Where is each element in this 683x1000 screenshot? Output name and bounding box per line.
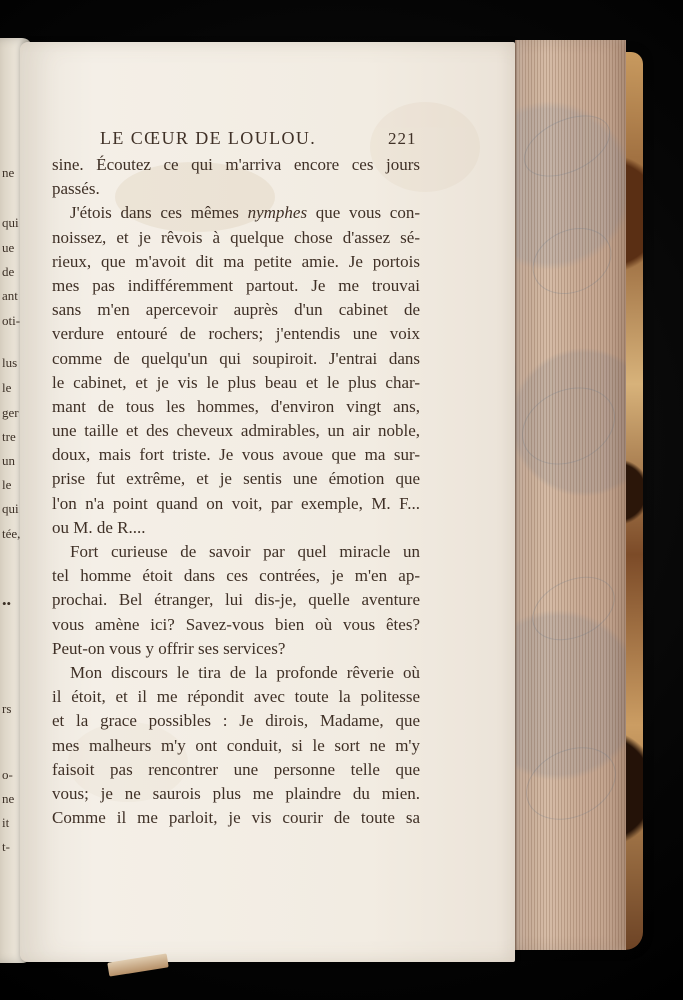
text-line: noissez, et je rêvois à quelque chose d'assez sé- bbox=[52, 227, 420, 247]
left-fragment: tre bbox=[2, 429, 16, 444]
text-line: passés. bbox=[52, 179, 100, 199]
text-line: mant de tous les hommes, d'environ vingt ans, bbox=[52, 396, 420, 416]
left-fragment: ant bbox=[2, 288, 18, 303]
text-line: l'on n'a point quand on voit, par exemple, M. F... bbox=[52, 493, 420, 513]
left-fragment: lus bbox=[2, 355, 18, 370]
text-line: et la grace possibles : Je dirois, Madame, que bbox=[52, 711, 420, 731]
marbling-line bbox=[509, 373, 627, 479]
left-fragment: tée, bbox=[2, 526, 21, 541]
left-fragment: oti- bbox=[2, 313, 21, 328]
text-line: Mon discours le tira de la profonde rêverie où bbox=[70, 662, 420, 682]
left-fragment: ne bbox=[2, 791, 15, 806]
text-line: ou M. de R.... bbox=[52, 517, 146, 537]
marbling-line bbox=[522, 564, 625, 652]
marbling-line bbox=[514, 103, 619, 189]
left-fragment: ger bbox=[2, 405, 19, 420]
left-fragment: t- bbox=[2, 839, 10, 854]
text-line: vous amène ici? Savez-vous bien où vous êtes? bbox=[52, 614, 420, 634]
text-line: tel homme étoit dans ces contrées, je m'en ap- bbox=[52, 566, 420, 586]
left-fragment: ne bbox=[2, 165, 15, 180]
text-line: il étoit, et il me répondit avec toute la politesse bbox=[52, 687, 420, 707]
text-line: une taille et des cheveux admirables, un air noble, bbox=[52, 421, 420, 441]
text-line: Comme il me parloit, je vis courir de toute sa bbox=[52, 808, 420, 828]
text-line: prochai. Bel étranger, lui dis-je, quelle aventure bbox=[52, 590, 420, 610]
text-line: verdure entouré de rochers; j'entendis une voix bbox=[52, 324, 420, 344]
text-line: faisoit pas rencontrer une personne telle que bbox=[52, 759, 420, 779]
page-edge bbox=[515, 40, 626, 950]
running-header: LE CŒUR DE LOULOU. bbox=[100, 128, 317, 148]
text-line: sans m'en apercevoir auprès d'un cabinet de bbox=[52, 300, 420, 320]
left-fragment: ue bbox=[2, 240, 15, 255]
text-line: Fort curieuse de savoir par quel miracle un bbox=[70, 542, 420, 561]
left-fragment: qui bbox=[2, 501, 19, 516]
marbling-line bbox=[522, 216, 623, 307]
text-line: doux, mais fort triste. Je vous avoue que ma sur- bbox=[52, 445, 420, 465]
left-fragment: qui bbox=[2, 215, 19, 230]
text-line bbox=[52, 201, 420, 225]
text-line: mes pas indifféremment partout. Je me trouvai bbox=[52, 275, 420, 295]
italic-word: nymphes bbox=[247, 203, 308, 223]
book-page-221 bbox=[20, 42, 515, 962]
left-fragment: rs bbox=[2, 701, 12, 716]
book-text-block bbox=[52, 153, 420, 830]
left-fragment: un bbox=[2, 453, 15, 468]
left-fragment: •• bbox=[2, 596, 12, 611]
text-segment: J'étois dans ces mêmes bbox=[70, 203, 248, 223]
text-segment: que vous con- bbox=[307, 203, 420, 223]
left-fragment: le bbox=[2, 477, 12, 492]
text-line: prise fut extrême, et je sentis une émotion que bbox=[52, 469, 420, 489]
text-line: sine. Écoutez ce qui m'arriva encore ces jours bbox=[52, 155, 420, 174]
text-line: le cabinet, et je vis le plus beau et le plus char- bbox=[52, 372, 420, 392]
text-line: rieux, que m'avoit dit ma petite amie. Je portois bbox=[52, 251, 420, 271]
left-fragment: o- bbox=[2, 767, 13, 782]
left-fragment: de bbox=[2, 264, 15, 279]
page-number: 221 bbox=[388, 129, 417, 148]
text-line: comme de quelqu'un qui soupiroit. J'entrai dans bbox=[52, 348, 420, 368]
text-line: mes malheurs m'y ont conduit, si le sort ne m'y bbox=[52, 735, 420, 755]
left-fragment: le bbox=[2, 380, 12, 395]
text-line: vous; je ne saurois plus me plaindre du mien. bbox=[52, 783, 420, 803]
left-fragment: it bbox=[2, 815, 10, 830]
text-line: Peut-on vous y offrir ses services? bbox=[52, 638, 286, 658]
marbling-line bbox=[514, 733, 628, 833]
